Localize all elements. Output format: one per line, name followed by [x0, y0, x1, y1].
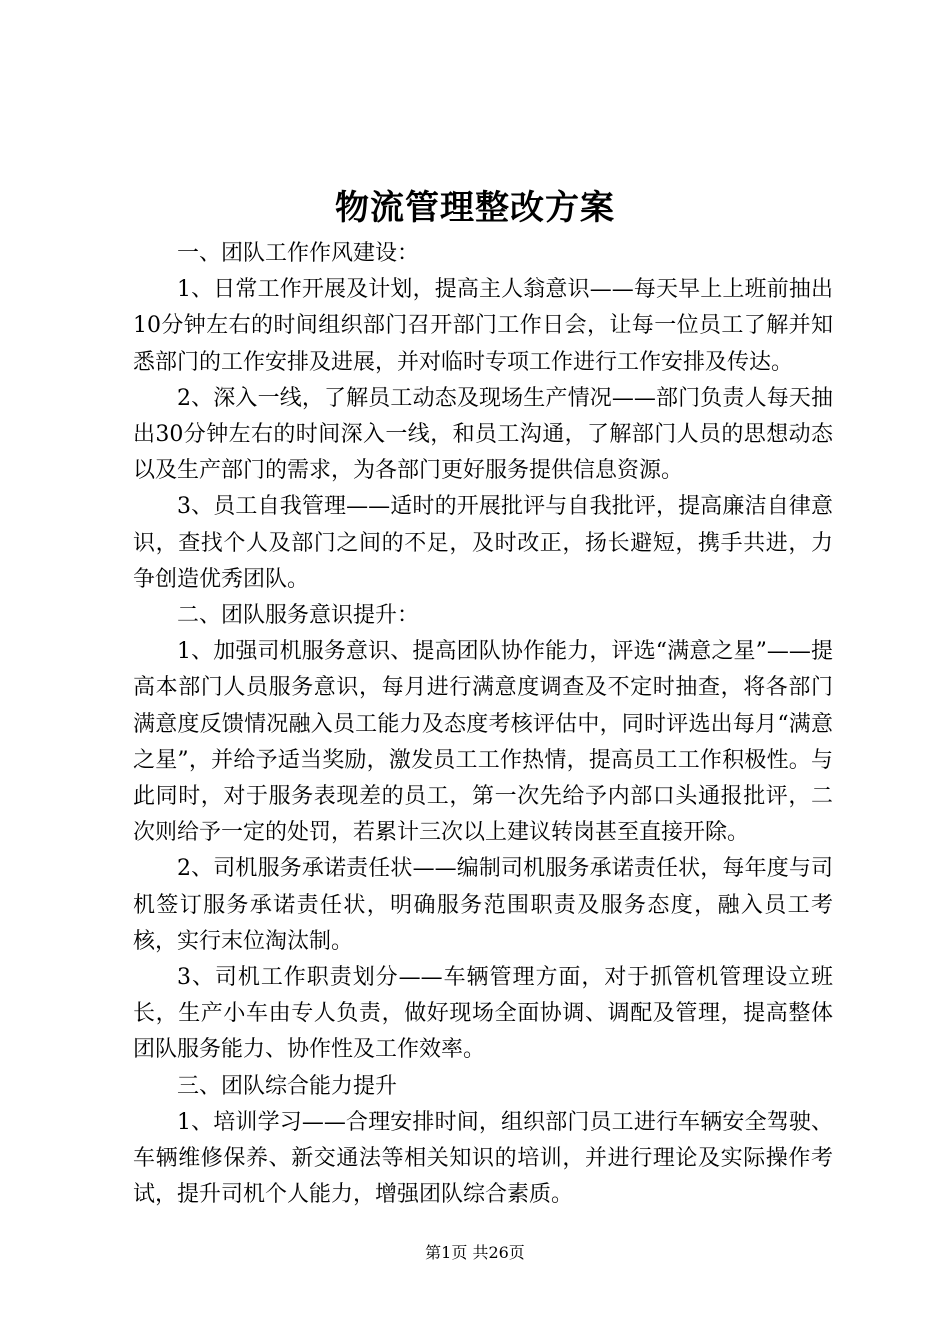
page-number-footer: 第1页 共26页 — [425, 1243, 525, 1262]
paragraph-1-3: 3、员工自我管理——适时的开展批评与自我批评，提高廉洁自律意识，查找个人及部门之间的不足，及时改正，扬长避短，携手共进，力争创造优秀团队。 — [133, 494, 833, 592]
paragraph-2-3: 3、司机工作职责划分——车辆管理方面，对于抓管机管理设立班长，生产小车由专人负责，做好现场全面协调、调配及管理，提高整体团队服务能力、协作性及工作效率。 — [133, 965, 833, 1063]
document-body — [133, 236, 833, 1213]
paragraph-3-1: 1、培训学习——合理安排时间，组织部门员工进行车辆安全驾驶、车辆维修保养、新交通法等相关知识的培训，并进行理论及实际操作考试，提升司机个人能力，增强团队综合素质。 — [133, 1109, 833, 1208]
paragraph-2-2: 2、司机服务承诺责任状——编制司机服务承诺责任状，每年度与司机签订服务承诺责任状，明确服务范围职责及服务态度，融入员工考核，实行末位淘汰制。 — [133, 856, 833, 954]
section-heading-1: 一、团队工作作风建设： — [177, 241, 420, 266]
document-title: 物流管理整改方案 — [335, 188, 615, 228]
paragraph-1-2: 2、深入一线，了解员工动态及现场生产情况——部门负责人每天抽出30分钟左右的时间深入一线，和员工沟通，了解部门人员的思想动态以及生产部门的需求，为各部门更好服务提供信息资源。 — [133, 385, 833, 484]
section-heading-3: 三、团队综合能力提升 — [177, 1073, 398, 1099]
section-heading-2: 二、团队服务意识提升： — [177, 603, 420, 629]
paragraph-1-1: 1、日常工作开展及计划，提高主人翁意识——每天早上上班前抽出10分钟左右的时间组织部门召开部门工作日会，让每一位员工了解并知悉部门的工作安排及进展，并对临时专项工作进行工作安排及传达。 — [133, 277, 833, 375]
paragraph-2-1: 1、加强司机服务意识、提高团队协作能力，评选“满意之星”——提高本部门人员服务意识，每月进行满意度调查及不定时抽查，将各部门满意度反馈情况融入员工能力及态度考核评估中，同时评选出每月“满意之星”，并给予适当奖励，激发员工工作热情，提高员工工作积极性。与此同时，对于服务表现差的员工，第一次先给予内部口头通报批评，二次则给予一定的处罚，若累计三次以上建议转岗甚至直接开除。 — [133, 639, 833, 846]
